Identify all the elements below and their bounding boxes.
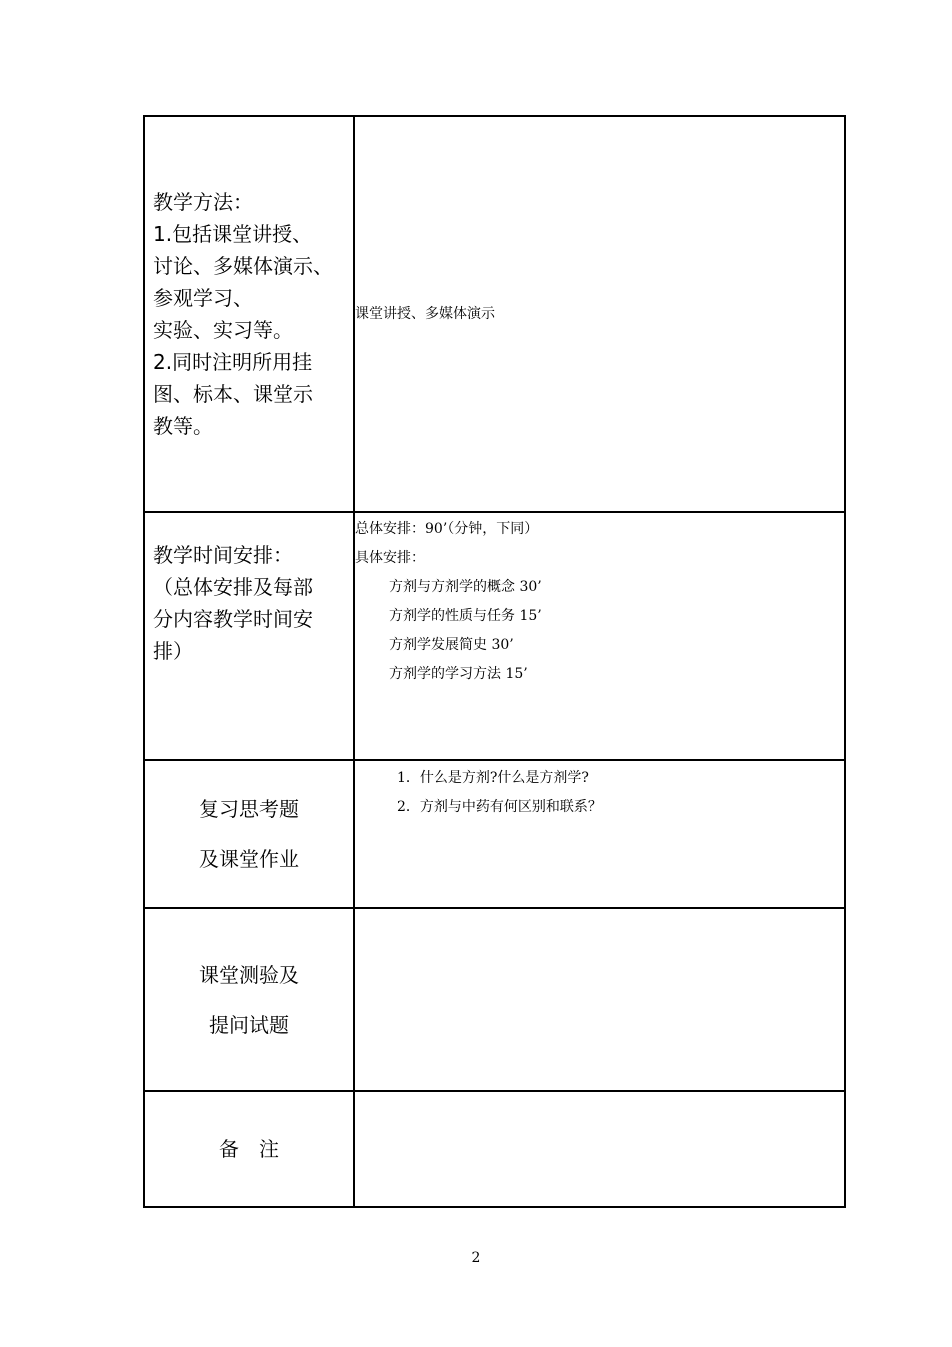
- methods-text: 课堂讲授、多媒体演示: [355, 305, 495, 322]
- time-schedule-content: [354, 512, 845, 760]
- page-number: 2: [471, 1250, 481, 1266]
- label-line: 教等。: [153, 414, 213, 438]
- label-line: 1.包括课堂讲授、: [153, 222, 313, 246]
- schedule-item: 方剂学发展简史 30’: [389, 637, 514, 653]
- label-line: 讨论、多媒体演示、: [153, 254, 333, 278]
- label-line: （总体安排及每部: [153, 575, 313, 599]
- quiz-label: [144, 908, 354, 1091]
- schedule-overall: 总体安排：90’（分钟，下同）: [355, 521, 539, 537]
- review-questions-content: [354, 760, 845, 908]
- schedule-specific-heading: 具体安排：: [355, 550, 425, 566]
- notes-content: [354, 1091, 845, 1207]
- teaching-methods-label: [144, 116, 354, 512]
- label-line: 排）: [153, 639, 193, 663]
- label-line: 2.同时注明所用挂: [153, 350, 313, 374]
- label-line: 参观学习、: [153, 286, 253, 310]
- label-line: 及课堂作业: [199, 847, 299, 871]
- review-questions-label: [144, 760, 354, 908]
- schedule-item: 方剂学的学习方法 15’: [389, 666, 528, 682]
- label-line: 课堂测验及: [199, 962, 299, 987]
- quiz-content: [354, 908, 845, 1091]
- label-line: 提问试题: [209, 1012, 289, 1037]
- label-line: 复习思考题: [199, 797, 299, 821]
- row-teaching-methods: [144, 116, 845, 512]
- lesson-plan-table: [143, 115, 846, 1208]
- teaching-methods-content: [354, 116, 845, 512]
- row-review-questions: [144, 760, 845, 908]
- row-notes: [144, 1091, 845, 1207]
- label-line: 备 注: [219, 1137, 279, 1161]
- review-question: 2．方剂与中药有何区别和联系？: [397, 799, 602, 815]
- label-line: 教学时间安排：: [153, 543, 293, 567]
- label-line: 图、标本、课堂示: [153, 382, 313, 406]
- row-time-schedule: [144, 512, 845, 760]
- schedule-item: 方剂与方剂学的概念 30’: [389, 579, 542, 595]
- label-line: 教学方法：: [153, 190, 253, 214]
- schedule-item: 方剂学的性质与任务 15’: [389, 608, 542, 624]
- label-line: 分内容教学时间安: [153, 607, 313, 631]
- review-question: 1．什么是方剂?什么是方剂学?: [397, 770, 589, 786]
- row-quiz: [144, 908, 845, 1091]
- time-schedule-label: [144, 512, 354, 760]
- label-line: 实验、实习等。: [153, 318, 293, 342]
- notes-label: [144, 1091, 354, 1207]
